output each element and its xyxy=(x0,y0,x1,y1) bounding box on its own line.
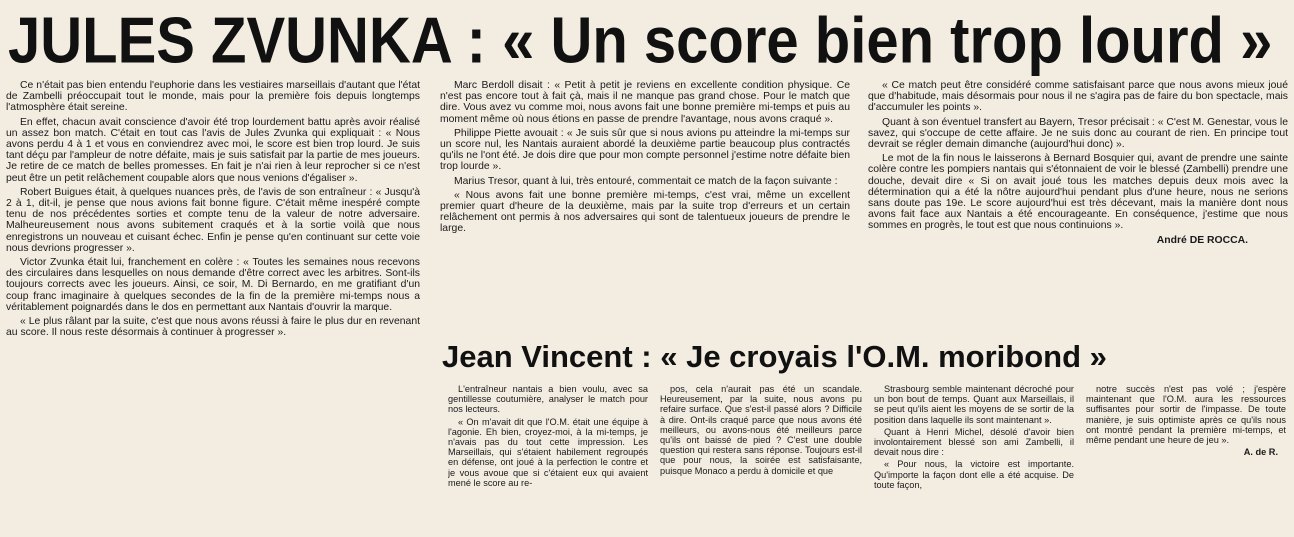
paragraph: Quant à son éventuel transfert au Bayern, Tresor précisait : « C'est M. Genestar, vous le savez, qui s'occupe de cette affaire. Je ne suis donc au courant de rien. En principe tout devrait se régler demain dimanche (aujourd'hui donc) ». xyxy=(868,116,1288,151)
paragraph: « Nous avons fait une bonne première mi-temps, c'est vrai, même un excellent premier quart d'heure de la deuxième, mais par la suite trop d'erreurs et un certain relâchement ont permis à nos adversaires qui sont de talentueux joueurs de prendre le large. xyxy=(440,189,850,235)
paragraph: Robert Buigues était, à quelques nuances près, de l'avis de son entraîneur : « Jusqu'à 2 à 1, dit-il, je pense que nous avions fait bonne figure. C'était même inespéré compte tenu de nos précédentes sorties et compte tenu de la valeur de notre adversaire. Malheureusement nous avons subitement craqués et à la sortie voilà que nous enregistrons un nouveau et cuisant échec. Enfin je pense qu'en continuant sur cette voie nous devrions progresser ». xyxy=(6,186,420,254)
sub-article-column-4 xyxy=(1086,384,1286,530)
paragraph: « Le plus râlant par la suite, c'est que nous avons réussi à faire le plus dur en revenant au score. Il nous reste désormais à continuer à progresser ». xyxy=(6,316,420,339)
article-column-2 xyxy=(440,80,850,338)
author-signature: André DE ROCCA. xyxy=(1156,234,1248,246)
subheadline: Jean Vincent : « Je croyais l'O.M. moribond » xyxy=(442,339,1107,374)
paragraph: En effet, chacun avait conscience d'avoir été trop lourdement battu après avoir réalisé un assez bon match. C'était en tout cas l'avis de Jules Zvunka qui expliquait : « Nous avons perdu 4 à 1 et vous en conviendrez avec moi, le score est bien trop lourd. Je suis tant déçu par l'ampleur de notre défaite, mais je suis satisfait par la partie de mes joueurs. Je retire de ce match de belles promesses. En fait je n'ai rien à leur reprocher si ce n'est peut être un petit relâchement coupable alors que nous venions d'égaliser ». xyxy=(6,116,420,184)
paragraph: notre succès n'est pas volé ; j'espère maintenant que l'O.M. aura les ressources suffisantes pour sortir de l'impasse. De toute manière, je suis optimiste après ce qu'ils nous ont montré pendant la première mi-temps, et même pendant une heure de jeu ». xyxy=(1086,384,1286,446)
paragraph: L'entraîneur nantais a bien voulu, avec sa gentillesse coutumière, analyser le match pour nos lecteurs. xyxy=(448,384,648,415)
sub-article-column-2 xyxy=(660,384,862,530)
paragraph: Le mot de la fin nous le laisserons à Bernard Bosquier qui, avant de prendre une sainte colère contre les pompiers nantais qui s'étonnaient de voir le blessé (Zambelli) prendre une douche, devait dire « Si on avait joué tous les matches depuis deux mois avec la détermination qui a été la nôtre aujourd'hui pendant plus d'une heure, nous ne serions sans doute pas 19e. Le score aujourd'hui est très décevant, mais la manière dont nous avons fait face aux Nantais a été encourageante. En conséquence, j'estime que nous sommes en progrès, le tout est que nous continuions ». xyxy=(868,153,1288,232)
author-signature: A. de R. xyxy=(1243,447,1278,458)
paragraph: « On m'avait dit que l'O.M. était une équipe à l'agonie. Eh bien, croyez-moi, à la mi-temps, je n'avais pas du tout cette impression. Les Marseillais, qui s'étaient habilement regroupés en défense, ont joué à la perfection le contre et je vous avoue que si c'étaient eux qui avaient mené le score au re- xyxy=(448,416,648,488)
sub-article-column-3 xyxy=(874,384,1074,530)
paragraph: « Pour nous, la victoire est importante. Qu'importe la façon dont elle a été acquise. De toute façon, xyxy=(874,459,1074,490)
paragraph: « Ce match peut être considéré comme satisfaisant parce que nous avons mieux joué que d'habitude, mais désormais pour nous il ne s'agira pas de faire du bon spectacle, mais d'accumuler les points ». xyxy=(868,80,1288,114)
paragraph: Marius Tresor, quant à lui, très entouré, commentait ce match de la façon suivante : xyxy=(454,175,838,187)
article-column-3 xyxy=(868,80,1288,330)
paragraph: Quant à Henri Michel, désolé d'avoir bien involontairement blessé son ami Zambelli, il devait nous dire : xyxy=(874,426,1074,458)
paragraph: Ce n'était pas bien entendu l'euphorie dans les vestiaires marseillais d'autant que l'état de Zambelli préoccupait tout le monde, mais pour la première fois depuis longtemps l'atmosphère était sereine. xyxy=(6,80,420,114)
headline: JULES ZVUNKA : « Un score bien trop lourd » xyxy=(8,4,1273,78)
paragraph: pos, cela n'aurait pas été un scandale. Heureusement, par la suite, nous avons pu refaire surface. Que s'est-il passé alors ? Difficile à dire. Ont-ils craqué parce que nous avons été meilleurs, ou avons-nous été meilleurs parce qu'ils ont baissé de pied ? C'est une double question qui restera sans réponse. Toujours est-il que pour nous, la soirée est satisfaisante, puisque Monaco a perdu à domicile et que xyxy=(660,384,862,476)
paragraph: Marc Berdoll disait : « Petit à petit je reviens en excellente condition physique. Ce n'est pas encore tout à fait çà, mais il ne manque pas grand chose. Pour le match que dire. Vous avez vu comme moi, nous avons fait une bonne première mi-temps et puis au moment même où nous étions en passe de prendre l'avantage, nous avons craqué ». xyxy=(440,80,850,125)
article-column-1 xyxy=(6,80,420,532)
paragraph: Philippe Piette avouait : « Je suis sûr que si nous avions pu atteindre la mi-temps sur un score nul, les Nantais auraient abordé la deuxième partie beaucoup plus contractés qu'ils ne l'ont été. Je dois dire que pour mon compte personnel j'estime notre défaite bien trop lourde ». xyxy=(440,127,850,173)
paragraph: Strasbourg semble maintenant décroché pour un bon bout de temps. Quant aux Marseillais, il se peut qu'ils aient les moyens de se sortir de la position dans laquelle ils sont maintenant ». xyxy=(874,384,1074,425)
paragraph: Victor Zvunka était lui, franchement en colère : « Toutes les semaines nous recevons des circulaires dans lesquelles on nous demande d'être correct avec les arbitres. Sont-ils toujours corrects avec les joueurs. Ainsi, ce soir, M. Di Bernardo, en me gratifiant d'un coup franc imaginaire à quelques secondes de la fin de la première mi-temps nous a véritablement poignardés dans le dos en permettant aux Nantais d'ouvrir la marque. xyxy=(6,257,420,313)
sub-article-column-1 xyxy=(448,384,648,530)
